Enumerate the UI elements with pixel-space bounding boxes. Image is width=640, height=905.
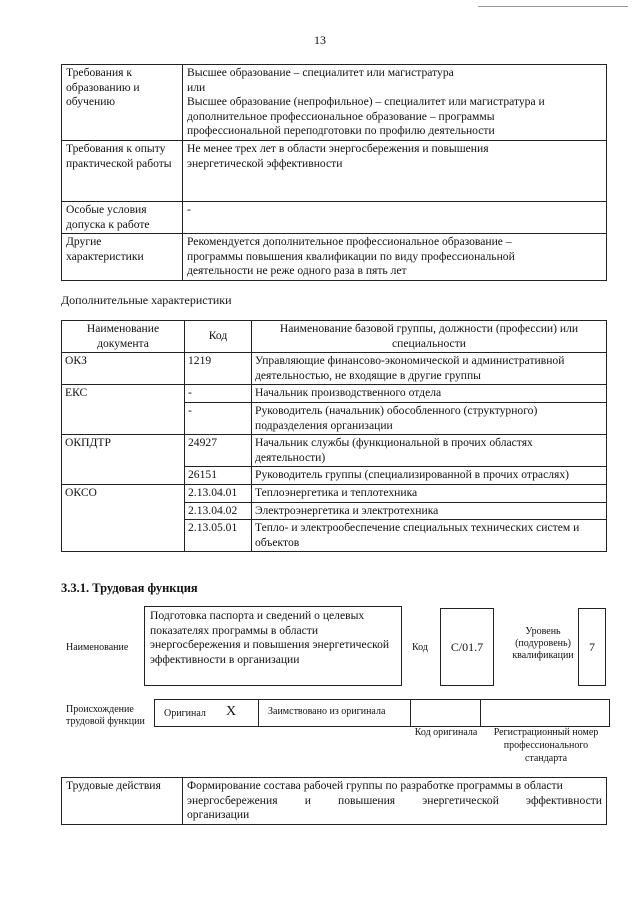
text-line: программы повышения квалификации по виду профессиональной — [187, 249, 515, 263]
name-cell: Руководитель (начальник) обособленного (структурного) подразделения организации — [252, 402, 607, 434]
name-cell: Начальник производственного отдела — [252, 385, 607, 403]
function-code-box: С/01.7 — [440, 608, 494, 686]
divider — [480, 699, 481, 726]
text-line: профессиональной переподготовки по профилю деятельности — [187, 124, 495, 138]
code-cell: 24927 — [185, 435, 252, 467]
text-line: энергосбережения и повышения энергетической эффективности — [187, 793, 602, 807]
code-cell: 26151 — [185, 467, 252, 485]
code-cell: 2.13.05.01 — [185, 520, 252, 552]
text-line: Рекомендуется дополнительное профессиональное образование – — [187, 235, 512, 249]
code-cell: 1219 — [185, 353, 252, 385]
additional-characteristics-caption: Дополнительные характеристики — [61, 293, 232, 307]
name-cell: Управляющие финансово-экономической и административной деятельностью, не входящие в другие группы — [252, 353, 607, 385]
labor-actions-table — [61, 777, 607, 825]
text-line: дополнительное профессиональное образование – программы — [187, 109, 495, 123]
text-line: или — [187, 80, 206, 94]
row-label: Требования к образованию и обучению — [62, 65, 183, 141]
name-cell: Начальник службы (функциональной в прочих областях деятельности) — [252, 435, 607, 467]
row-value — [183, 778, 607, 825]
row-value — [183, 140, 607, 201]
page-number: 13 — [314, 33, 326, 47]
divider — [258, 699, 259, 726]
code-cell: - — [185, 402, 252, 434]
text-line: организации — [187, 808, 250, 822]
name-cell: Руководитель группы (специализированной в прочих отраслях) — [252, 467, 607, 485]
table-row — [62, 484, 607, 502]
level-value-box: 7 — [578, 608, 606, 686]
level-label: Уровень (подуровень) квалификации — [512, 626, 574, 661]
borrowed-label: Заимствовано из оригинала — [268, 706, 386, 717]
text-line: Формирование состава рабочей группы по разработке программы в области — [187, 779, 563, 792]
divider — [410, 699, 411, 726]
row-value — [183, 65, 607, 141]
column-header: Код — [185, 321, 252, 353]
origin-label: Происхождение трудовой функции — [66, 704, 145, 727]
doc-cell: ОКПДТР — [62, 435, 185, 485]
doc-cell: ЕКС — [62, 385, 185, 435]
additional-characteristics-table — [61, 320, 607, 552]
text-line: энергетической эффективности — [187, 156, 343, 170]
code-cell: - — [185, 385, 252, 403]
code-cell: 2.13.04.02 — [185, 502, 252, 520]
table-row — [62, 385, 607, 403]
text-line: Высшее образование (непрофильное) – специалитет или магистратура и — [187, 95, 545, 109]
name-cell: Электроэнергетика и электротехника — [252, 502, 607, 520]
original-mark: X — [226, 704, 237, 719]
column-header: Наименование документа — [62, 321, 185, 353]
text-line: Не менее трех лет в области энергосбережения и повышения — [187, 141, 489, 155]
top-rule — [478, 6, 628, 7]
requirements-table — [61, 64, 607, 281]
table-row — [62, 353, 607, 385]
function-name-box: Подготовка паспорта и сведений о целевых показателях программы в области энергосбережения и повышения энергетической эффективности в организации — [144, 606, 402, 686]
table-row — [62, 234, 607, 281]
text-line: Высшее образование – специалитет или магистратура — [187, 66, 454, 79]
reg-number-label: Регистрационный номер профессионального стандарта — [493, 727, 599, 764]
section-title: 3.3.1. Трудовая функция — [61, 581, 198, 595]
doc-cell: ОКСО — [62, 484, 185, 551]
table-row — [62, 140, 607, 201]
text-line: деятельности не реже одного раза в пять лет — [187, 264, 407, 278]
row-label: Трудовые действия — [62, 778, 183, 825]
row-value — [183, 234, 607, 281]
row-value: - — [183, 201, 607, 233]
name-label: Наименование — [66, 642, 129, 653]
table-row — [62, 435, 607, 467]
row-label: Особые условия допуска к работе — [62, 201, 183, 233]
row-label: Другие характеристики — [62, 234, 183, 281]
table-header-row — [62, 321, 607, 353]
original-label: Оригинал — [164, 708, 206, 719]
name-cell: Тепло- и электрообеспечение специальных технических систем и объектов — [252, 520, 607, 552]
code-original-label: Код оригинала — [414, 727, 478, 738]
code-label: Код — [412, 642, 428, 653]
column-header: Наименование базовой группы, должности (профессии) или специальности — [252, 321, 607, 353]
code-cell: 2.13.04.01 — [185, 484, 252, 502]
name-cell: Теплоэнергетика и теплотехника — [252, 484, 607, 502]
table-row — [62, 65, 607, 141]
table-row — [62, 201, 607, 233]
doc-cell: ОКЗ — [62, 353, 185, 385]
row-label: Требования к опыту практической работы — [62, 140, 183, 201]
table-row — [62, 778, 607, 825]
